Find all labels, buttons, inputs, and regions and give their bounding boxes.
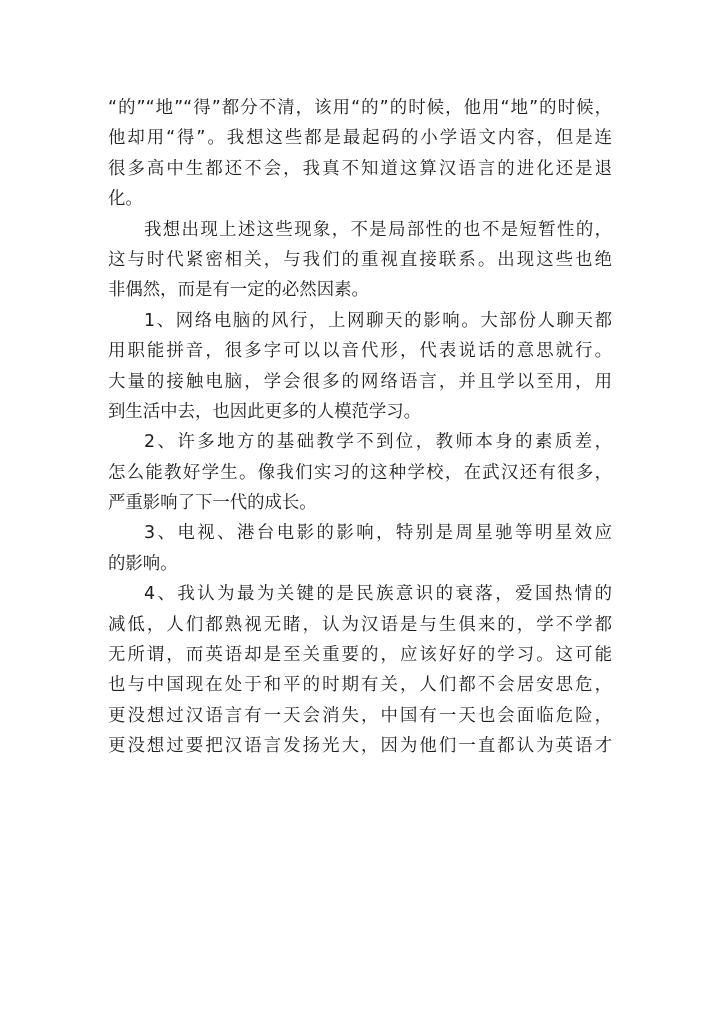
- text-line: 这与时代紧密相关，与我们的重视直接联系。出现这些也绝: [108, 249, 612, 270]
- text-line: 严重影响了下一代的成长。: [108, 493, 317, 514]
- paragraph-1: [108, 93, 612, 215]
- text-line: 大量的接触电脑，学会很多的网络语言，并且学以至用，用: [108, 371, 612, 392]
- paragraph-3: [108, 306, 612, 428]
- paragraph-2: [108, 215, 612, 306]
- text-line: 也与中国现在处于和平的时期有关，人们都不会居安思危，: [108, 675, 612, 696]
- text-line: 1、网络电脑的风行，上网聊天的影响。大部份人聊天都: [144, 310, 612, 331]
- text-line: 减低，人们都熟视无睹，认为汉语是与生俱来的，学不学都: [108, 614, 612, 635]
- text-line: 我想出现上述这些现象，不是局部性的也不是短暂性的，: [144, 219, 612, 240]
- text-line: 用职能拼音，很多字可以以音代形，代表说话的意思就行。: [108, 341, 612, 362]
- paragraph-5: [108, 518, 612, 579]
- text-line: 无所谓，而英语却是至关重要的，应该好好的学习。这可能: [108, 645, 612, 666]
- text-line: 很多高中生都还不会，我真不知道这算汉语言的进化还是退: [108, 158, 612, 179]
- text-line: 到生活中去，也因此更多的人模范学习。: [108, 401, 422, 422]
- text-line: 怎么能教好学生。像我们实习的这种学校，在武汉还有很多，: [108, 462, 612, 483]
- paragraph-6: [108, 579, 612, 761]
- text-line: 他却用“得”。我想这些都是最起码的小学语文内容，但是连: [108, 128, 612, 149]
- text-line: 更没想过汉语言有一天会消失，中国有一天也会面临危险，: [108, 705, 612, 726]
- paragraph-4: [108, 427, 612, 518]
- text-line: 化。: [108, 189, 143, 210]
- text-line: 2、许多地方的基础教学不到位，教师本身的素质差，: [144, 432, 612, 453]
- text-line: 更没想过要把汉语言发扬光大，因为他们一直都认为英语才: [108, 736, 612, 757]
- text-line: 3、电视、港台电影的影响，特别是周星驰等明星效应: [144, 523, 612, 544]
- text-line: 非偶然，而是有一定的必然因素。: [108, 280, 369, 301]
- text-line: “的”“地”“得”都分不清，该用“的”的时候，他用“地”的时候，: [108, 98, 612, 118]
- text-line: 4、我认为最为关键的是民族意识的衰落，爱国热情的: [144, 584, 612, 605]
- text-line: 的影响。: [108, 553, 178, 574]
- document-body: [108, 93, 612, 762]
